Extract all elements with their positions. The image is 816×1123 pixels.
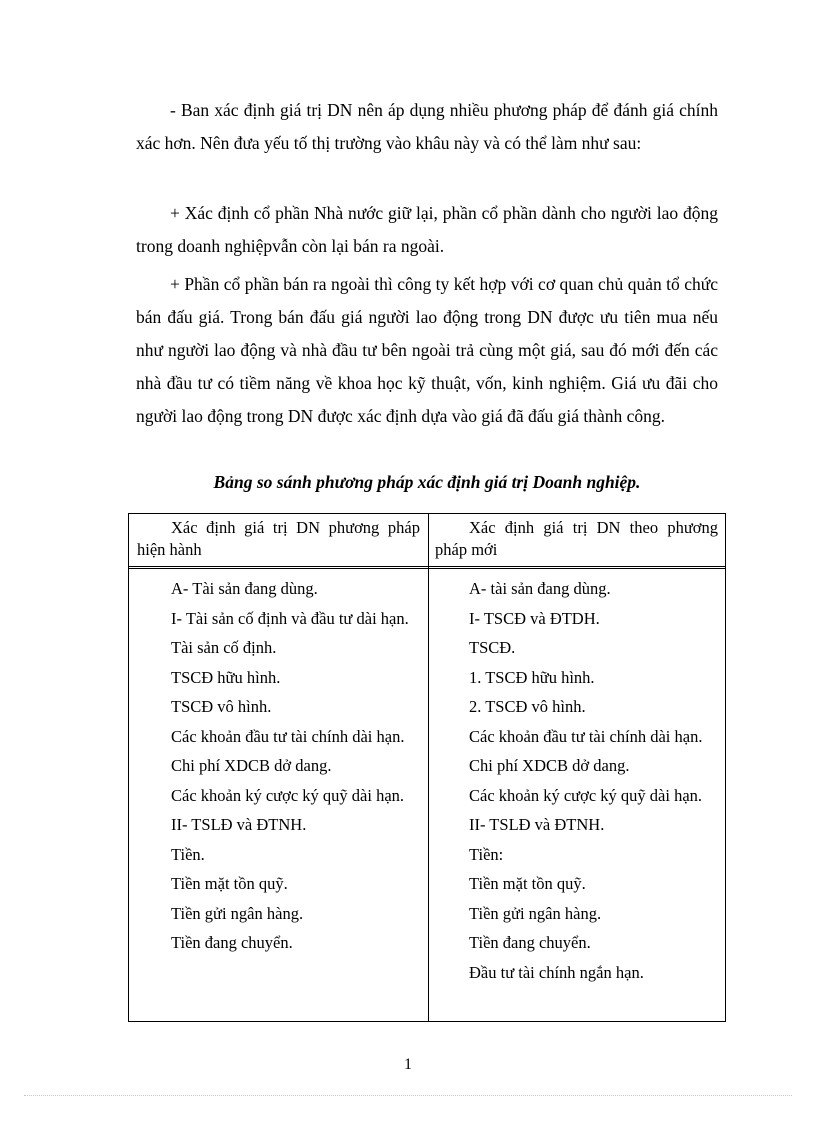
table-cell-right: II- TSLĐ và ĐTNH. xyxy=(469,815,605,834)
paragraph-3: + Phần cổ phần bán ra ngoài thì công ty kết hợp với cơ quan chủ quản tổ chức bán đấu giá. Trong bán đấu giá người lao động trong DN được ưu tiên mua nếu như người lao động và nhà đầu tư bên ngoài trả cùng một giá, sau đó mới đến các nhà đầu tư có tiềm năng về khoa học kỹ thuật, vốn, kinh nghiệm. Giá ưu đãi cho người lao động trong DN được xác định dựa vào giá đã đấu giá thành công. xyxy=(136,274,718,426)
table-caption: Bảng so sánh phương pháp xác định giá trị Doanh nghiệp. xyxy=(213,472,641,492)
comparison-table xyxy=(128,513,726,1022)
table-cell-left: I- Tài sản cố định và đầu tư dài hạn. xyxy=(171,608,409,628)
table-header-left: Xác định giá trị DN phương pháp hiện hành xyxy=(137,518,420,559)
table-column-divider xyxy=(428,514,429,1021)
table-cell-right: 2. TSCĐ vô hình. xyxy=(469,697,586,716)
table-cell-right: A- tài sản đang dùng. xyxy=(469,579,611,598)
table-cell-left: Chi phí XDCB dở dang. xyxy=(171,756,332,775)
table-cell-right: Tiền mặt tồn quỹ. xyxy=(469,874,586,893)
table-cell-right: Chi phí XDCB dở dang. xyxy=(469,756,630,775)
paragraph-1: - Ban xác định giá trị DN nên áp dụng nhiều phương pháp để đánh giá chính xác hơn. Nên đưa yếu tố thị trường vào khâu này và có thể làm như sau: xyxy=(136,100,718,153)
table-cell-left: Các khoản ký cược ký quỹ dài hạn. xyxy=(171,785,405,805)
table-cell-left: Các khoản đầu tư tài chính dài hạn. xyxy=(171,726,405,746)
table-cell-left: Tiền mặt tồn quỹ. xyxy=(171,874,288,893)
table-cell-right: Đầu tư tài chính ngắn hạn. xyxy=(469,962,644,982)
page-number: 1 xyxy=(404,1056,412,1073)
table-cell-left: TSCĐ hữu hình. xyxy=(171,667,281,687)
paragraph-2: + Xác định cổ phần Nhà nước giữ lại, phần cổ phần dành cho người lao động trong doanh nghiệpvẫn còn lại bán ra ngoài. xyxy=(136,203,718,256)
table-cell-right: Tiền: xyxy=(469,844,504,864)
table-cell-left: Tiền. xyxy=(171,844,205,864)
footer-dotted-rule xyxy=(24,1095,792,1096)
table-cell-right: I- TSCĐ và ĐTDH. xyxy=(469,608,600,628)
table-cell-left: TSCĐ vô hình. xyxy=(171,697,272,716)
table-column-right xyxy=(435,570,718,991)
table-cell-right: 1. TSCĐ hữu hình. xyxy=(469,667,595,687)
table-cell-left: Tiền đang chuyển. xyxy=(171,933,293,952)
table-cell-left: II- TSLĐ và ĐTNH. xyxy=(171,815,307,834)
table-cell-right: TSCĐ. xyxy=(469,638,516,657)
table-cell-right: Các khoản đầu tư tài chính dài hạn. xyxy=(469,726,703,746)
table-cell-left: A- Tài sản đang dùng. xyxy=(171,579,318,598)
table-cell-right: Tiền gửi ngân hàng. xyxy=(469,903,602,923)
table-header-right: Xác định giá trị DN theo phương pháp mới xyxy=(435,518,718,559)
table-column-left xyxy=(137,570,420,962)
table-header-divider xyxy=(129,566,725,567)
table-cell-right: Tiền đang chuyển. xyxy=(469,933,591,952)
table-header-divider-second xyxy=(129,568,725,569)
table-cell-right: Các khoản ký cược ký quỹ dài hạn. xyxy=(469,785,703,805)
table-cell-left: Tài sản cố định. xyxy=(171,638,277,657)
table-cell-left: Tiền gửi ngân hàng. xyxy=(171,903,304,923)
